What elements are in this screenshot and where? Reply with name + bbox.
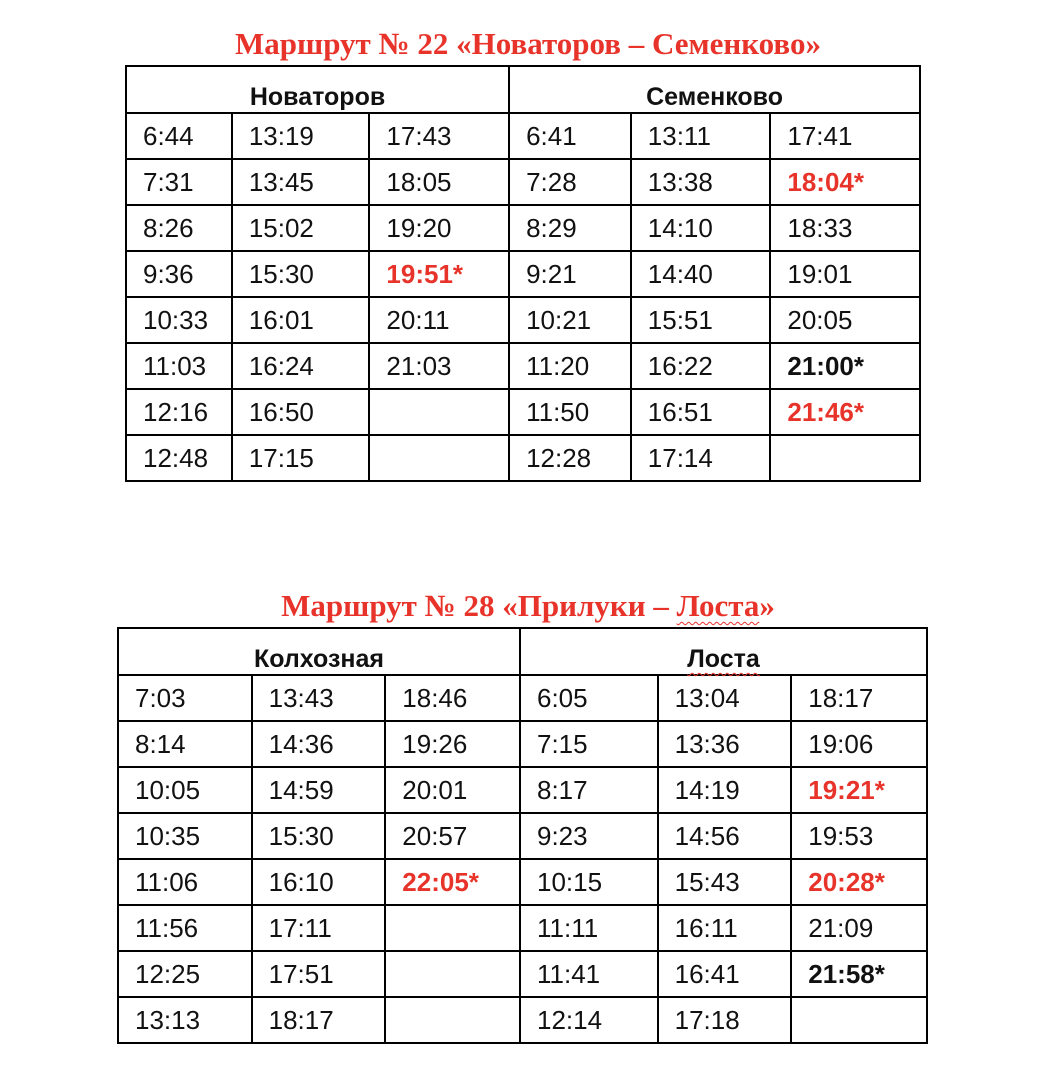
time-cell: 13:45 bbox=[232, 159, 370, 205]
time-cell: 9:21 bbox=[509, 251, 631, 297]
time-cell: 19:01 bbox=[770, 251, 920, 297]
time-cell: 16:50 bbox=[232, 389, 370, 435]
stop-name-label: Новаторов bbox=[249, 83, 386, 111]
time-cell: 8:17 bbox=[520, 767, 658, 813]
time-cell: 7:03 bbox=[118, 675, 252, 721]
stop-name-label: Колхозная bbox=[253, 645, 385, 673]
table-row bbox=[126, 389, 920, 435]
time-cell: 20:28* bbox=[791, 859, 927, 905]
time-cell: 16:51 bbox=[631, 389, 771, 435]
stop-name bbox=[520, 628, 927, 675]
table-row bbox=[118, 997, 927, 1043]
time-cell: 20:57 bbox=[385, 813, 520, 859]
time-cell: 19:51* bbox=[369, 251, 509, 297]
time-cell bbox=[385, 997, 520, 1043]
time-cell bbox=[385, 905, 520, 951]
time-cell: 19:53 bbox=[791, 813, 927, 859]
time-cell: 12:25 bbox=[118, 951, 252, 997]
time-cell: 16:10 bbox=[252, 859, 386, 905]
time-cell: 11:41 bbox=[520, 951, 658, 997]
time-cell: 20:01 bbox=[385, 767, 520, 813]
table-row bbox=[118, 905, 927, 951]
time-cell: 13:43 bbox=[252, 675, 386, 721]
time-cell: 8:14 bbox=[118, 721, 252, 767]
time-cell: 21:09 bbox=[791, 905, 927, 951]
time-cell: 19:20 bbox=[369, 205, 509, 251]
table-row bbox=[126, 205, 920, 251]
time-cell: 19:06 bbox=[791, 721, 927, 767]
time-cell: 18:17 bbox=[252, 997, 386, 1043]
time-cell: 10:35 bbox=[118, 813, 252, 859]
time-cell: 17:41 bbox=[770, 113, 920, 159]
time-cell: 14:10 bbox=[631, 205, 771, 251]
time-cell: 11:06 bbox=[118, 859, 252, 905]
time-cell: 22:05* bbox=[385, 859, 520, 905]
time-cell: 15:43 bbox=[658, 859, 792, 905]
time-cell: 17:51 bbox=[252, 951, 386, 997]
time-cell: 15:30 bbox=[232, 251, 370, 297]
time-cell: 11:20 bbox=[509, 343, 631, 389]
time-cell: 11:50 bbox=[509, 389, 631, 435]
table-row bbox=[126, 297, 920, 343]
route-28-title bbox=[0, 588, 1056, 624]
table-row bbox=[126, 159, 920, 205]
time-cell: 13:38 bbox=[631, 159, 771, 205]
time-cell: 13:19 bbox=[232, 113, 370, 159]
time-cell: 17:15 bbox=[232, 435, 370, 481]
time-cell: 13:36 bbox=[658, 721, 792, 767]
time-cell bbox=[385, 951, 520, 997]
time-cell: 16:11 bbox=[658, 905, 792, 951]
time-cell: 13:04 bbox=[658, 675, 792, 721]
time-cell: 19:26 bbox=[385, 721, 520, 767]
time-cell: 20:11 bbox=[369, 297, 509, 343]
time-cell: 14:19 bbox=[658, 767, 792, 813]
time-cell: 21:00* bbox=[770, 343, 920, 389]
table-row bbox=[126, 343, 920, 389]
time-cell: 19:21* bbox=[791, 767, 927, 813]
table-row bbox=[118, 859, 927, 905]
time-cell bbox=[369, 389, 509, 435]
time-cell: 14:40 bbox=[631, 251, 771, 297]
time-cell bbox=[369, 435, 509, 481]
table-row bbox=[126, 251, 920, 297]
stop-name bbox=[509, 66, 920, 113]
route-28-title-suffix: » bbox=[759, 588, 775, 623]
time-cell: 6:44 bbox=[126, 113, 232, 159]
time-cell: 9:23 bbox=[520, 813, 658, 859]
time-cell: 11:03 bbox=[126, 343, 232, 389]
table-row bbox=[126, 435, 920, 481]
route-28-title-prefix: Маршрут № 28 «Прилуки – bbox=[281, 588, 677, 623]
time-cell: 10:33 bbox=[126, 297, 232, 343]
time-cell: 10:05 bbox=[118, 767, 252, 813]
time-cell: 12:28 bbox=[509, 435, 631, 481]
time-cell: 17:18 bbox=[658, 997, 792, 1043]
table-row bbox=[118, 813, 927, 859]
time-cell: 9:36 bbox=[126, 251, 232, 297]
table-row bbox=[118, 951, 927, 997]
time-cell: 7:28 bbox=[509, 159, 631, 205]
stop-name-label: Лоста bbox=[687, 645, 760, 673]
stop-name-label: Семенково bbox=[646, 83, 783, 111]
time-cell: 18:33 bbox=[770, 205, 920, 251]
time-cell: 16:24 bbox=[232, 343, 370, 389]
stop-name bbox=[118, 628, 520, 675]
table-row bbox=[118, 721, 927, 767]
time-cell: 21:46* bbox=[770, 389, 920, 435]
time-cell: 16:41 bbox=[658, 951, 792, 997]
time-cell: 14:36 bbox=[252, 721, 386, 767]
time-cell: 7:15 bbox=[520, 721, 658, 767]
route-28-table bbox=[117, 627, 928, 1044]
time-cell: 12:14 bbox=[520, 997, 658, 1043]
time-cell bbox=[770, 435, 920, 481]
time-cell: 18:46 bbox=[385, 675, 520, 721]
header-row bbox=[126, 66, 920, 113]
route-22-title: Маршрут № 22 «Новаторов – Семенково» bbox=[235, 26, 821, 61]
time-cell: 20:05 bbox=[770, 297, 920, 343]
time-cell: 14:56 bbox=[658, 813, 792, 859]
header-row bbox=[118, 628, 927, 675]
time-cell: 18:04* bbox=[770, 159, 920, 205]
time-cell: 17:14 bbox=[631, 435, 771, 481]
stop-name bbox=[126, 66, 509, 113]
time-cell: 10:21 bbox=[509, 297, 631, 343]
time-cell: 13:13 bbox=[118, 997, 252, 1043]
time-cell: 15:02 bbox=[232, 205, 370, 251]
time-cell: 21:58* bbox=[791, 951, 927, 997]
table-row bbox=[118, 675, 927, 721]
time-cell: 17:11 bbox=[252, 905, 386, 951]
time-cell: 21:03 bbox=[369, 343, 509, 389]
time-cell: 8:29 bbox=[509, 205, 631, 251]
table-row bbox=[118, 767, 927, 813]
time-cell: 14:59 bbox=[252, 767, 386, 813]
time-cell: 6:41 bbox=[509, 113, 631, 159]
route-28-title-underlined: Лоста bbox=[676, 588, 760, 623]
time-cell bbox=[791, 997, 927, 1043]
time-cell: 11:56 bbox=[118, 905, 252, 951]
time-cell: 12:48 bbox=[126, 435, 232, 481]
time-cell: 18:05 bbox=[369, 159, 509, 205]
route-22-table bbox=[125, 65, 921, 482]
time-cell: 11:11 bbox=[520, 905, 658, 951]
time-cell: 13:11 bbox=[631, 113, 771, 159]
time-cell: 10:15 bbox=[520, 859, 658, 905]
time-cell: 17:43 bbox=[369, 113, 509, 159]
time-cell: 15:30 bbox=[252, 813, 386, 859]
time-cell: 6:05 bbox=[520, 675, 658, 721]
time-cell: 16:22 bbox=[631, 343, 771, 389]
time-cell: 8:26 bbox=[126, 205, 232, 251]
time-cell: 18:17 bbox=[791, 675, 927, 721]
time-cell: 12:16 bbox=[126, 389, 232, 435]
time-cell: 7:31 bbox=[126, 159, 232, 205]
time-cell: 15:51 bbox=[631, 297, 771, 343]
time-cell: 16:01 bbox=[232, 297, 370, 343]
table-row bbox=[126, 113, 920, 159]
